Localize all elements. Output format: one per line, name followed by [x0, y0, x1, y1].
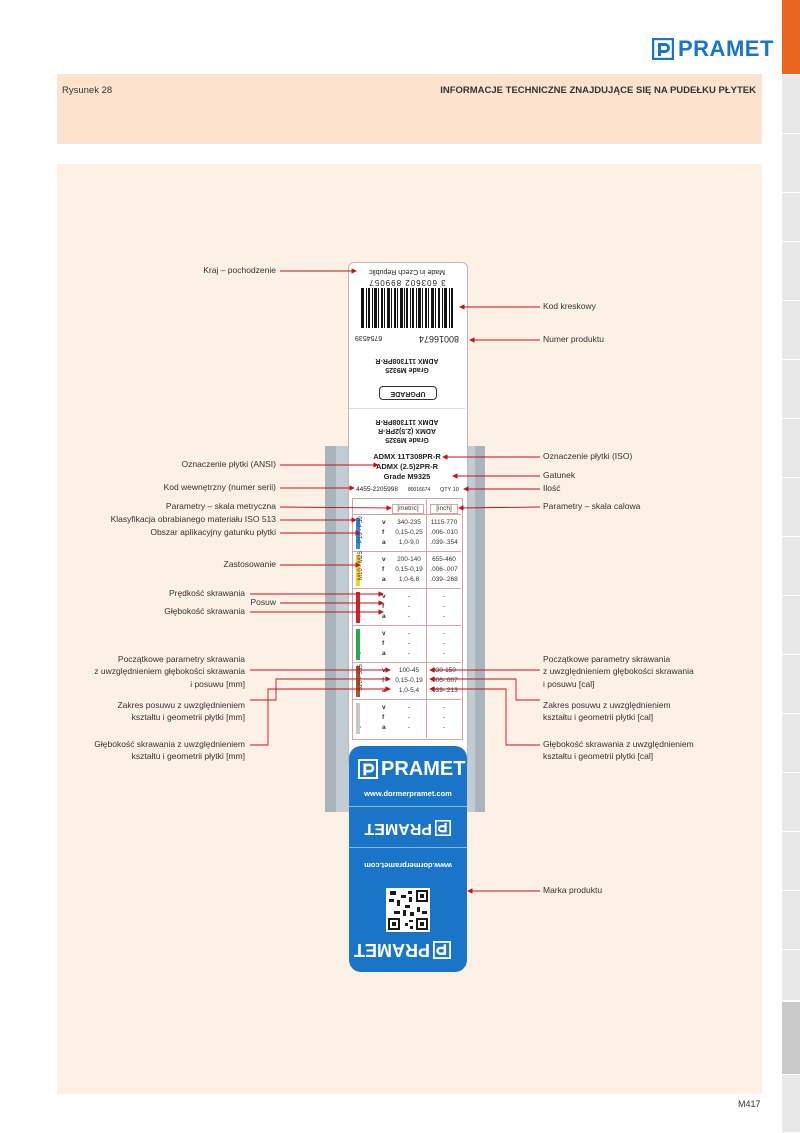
label-range-inch-2: kształtu i geometrii płytki [cal]	[543, 712, 654, 722]
param-symbol: a	[382, 576, 386, 583]
label-iso: Oznaczenie płytki (ISO)	[543, 451, 633, 461]
label-depth2-inch-1: Głębokość skrawania z uwzględnieniem	[543, 739, 694, 749]
label-range-inch-1: Zakres posuwu z uwzględnieniem	[543, 700, 671, 710]
panel-brand: PRAMET	[381, 757, 466, 780]
product-number: 80016674	[418, 334, 459, 344]
metric-value: 1,0-9,0	[398, 539, 420, 546]
iso-group: S20 - S35	[358, 663, 364, 691]
label-depth: Głębokość skrawania	[164, 606, 245, 616]
metric-value: -	[407, 650, 411, 657]
metric-value: -	[407, 630, 411, 637]
metric-value: -	[407, 603, 411, 610]
label-inch-params: Parametry – skala calowa	[543, 501, 641, 511]
label-metric-params: Parametry – skala metryczna	[165, 501, 276, 511]
metric-value: -	[407, 724, 411, 731]
made-in: Made in Czech Republic	[369, 268, 445, 275]
metric-value: -	[407, 613, 411, 620]
product-number-small: 6754539	[355, 334, 383, 341]
param-symbol: v	[382, 704, 386, 711]
brand-name: PRAMET	[678, 36, 774, 61]
inch-value: -	[442, 714, 446, 721]
param-symbol: f	[382, 603, 385, 610]
param-symbol: f	[382, 677, 385, 684]
metric-value: -	[407, 704, 411, 711]
inch-value: .039-.213	[430, 687, 458, 694]
param-symbol: v	[382, 593, 386, 600]
inch-value: .039-.354	[430, 539, 458, 546]
label-range-1: Zakres posuwu z uwzględnieniem	[117, 700, 245, 710]
grade-text-r2: Grade M9325	[385, 366, 429, 373]
label-qty: Ilość	[543, 483, 561, 493]
label-grade: Gatunek	[543, 470, 576, 480]
rotated-url: www.dormerpramet.com	[364, 861, 452, 870]
param-symbol: f	[382, 640, 385, 647]
col-metric-header: [metric]	[392, 504, 424, 514]
iso-code-r2: ADMX 11T308PR-R	[375, 357, 439, 364]
label-grade-area: Obszar aplikacyjny gatunku płytki	[150, 527, 276, 537]
label-product-number: Numer produktu	[543, 334, 604, 344]
metric-value: 200-140	[397, 556, 421, 563]
label-initial-1: Początkowe parametry skrawania	[117, 654, 245, 664]
metric-value: 1,0-6,8	[398, 576, 420, 583]
inch-value: 330-150	[432, 667, 456, 674]
metric-value: 0,15-0,19	[395, 677, 423, 684]
label-depth2-1: Głębokość skrawania z uwzględnieniem	[94, 739, 245, 749]
param-symbol: f	[382, 714, 385, 721]
label-country: Kraj – pochodzenie	[203, 265, 276, 275]
label-feed: Posuw	[250, 597, 276, 607]
label-depth2-2: kształtu i geometrii płytki [mm]	[131, 751, 245, 761]
metric-value: -	[407, 640, 411, 647]
inch-value: -	[442, 630, 446, 637]
param-symbol: f	[382, 529, 385, 536]
label-ansi: Oznaczenie płytki (ANSI)	[181, 459, 276, 469]
inch-value: -	[442, 613, 446, 620]
label-application: Zastosowanie	[223, 559, 276, 569]
ansi-code: ADMX (2.5)2PR-R	[375, 462, 439, 471]
label-cutting-speed: Prędkość skrawania	[168, 588, 245, 598]
inch-value: -	[442, 704, 446, 711]
label-initial-2: z uwzględnieniem głębokości skrawania	[94, 666, 245, 676]
iso-code-r: ADMX 11T308PR-R	[375, 418, 439, 425]
grade: Grade M9325	[383, 472, 431, 481]
rotated-brand: PRAMET	[354, 940, 430, 961]
iso-group: P10 - P30	[358, 515, 364, 543]
param-symbol: a	[382, 724, 386, 731]
param-symbol: v	[382, 667, 386, 674]
figure-number: Rysunek 28	[62, 85, 113, 96]
param-symbol: v	[382, 519, 386, 526]
label-depth2-inch-2: kształtu i geometrii płytki [cal]	[543, 751, 654, 761]
page-number: M417	[738, 1099, 761, 1109]
metric-value: -	[407, 593, 411, 600]
upgrade-logo: UPGRADE	[379, 386, 437, 400]
qty: QTY 10	[440, 487, 459, 493]
param-symbol: a	[382, 687, 386, 694]
metric-value: 0,15-0,19	[395, 566, 423, 573]
inch-value: -	[442, 650, 446, 657]
ansi-code-r: ADMX (2.5)2PR-R	[378, 427, 436, 434]
param-symbol: f	[382, 566, 385, 573]
iso-group: M10 - M25	[358, 550, 364, 580]
label-barcode: Kod kreskowy	[543, 301, 596, 311]
label-internal-code: Kod wewnętrzny (numer serii)	[163, 482, 276, 492]
inch-value: 1115-770	[430, 519, 458, 526]
inch-value: -	[442, 724, 446, 731]
inch-value: .039-.268	[430, 576, 458, 583]
inch-value: .006-.007	[430, 677, 458, 684]
inch-value: .006-.007	[430, 566, 458, 573]
param-symbol: a	[382, 650, 386, 657]
label-brand: Marka produktu	[543, 885, 603, 895]
label-initial-inch-3: i posuwu [cal]	[543, 679, 595, 689]
param-symbol: v	[382, 556, 386, 563]
panel-url: www.dormerpramet.com	[364, 789, 452, 798]
label-initial-inch-1: Początkowe parametry skrawania	[543, 654, 671, 664]
serial-small: 80016674	[408, 487, 431, 493]
metric-value: -	[407, 714, 411, 721]
param-symbol: a	[382, 613, 386, 620]
iso-group: -	[358, 651, 364, 654]
inch-value: -	[442, 593, 446, 600]
iso-group: -	[358, 614, 364, 617]
col-inch-header: [inch]	[430, 504, 458, 514]
label-range-2: kształtu i geometrii płytki [mm]	[131, 712, 245, 722]
barcode-digits: 3 603602 899057	[368, 278, 446, 287]
inch-value: 655-460	[432, 556, 456, 563]
serial: 4455-2205998	[356, 486, 398, 493]
inch-value: -	[442, 640, 446, 647]
metric-value: 100-45	[398, 667, 420, 674]
param-symbol: v	[382, 630, 386, 637]
iso-group: -	[358, 725, 364, 728]
param-symbol: a	[382, 539, 386, 546]
inch-value: .006-.010	[430, 529, 458, 536]
label-iso513: Klasyfikacja obrabianego materiału ISO 513	[110, 514, 276, 524]
page-title: INFORMACJE TECHNICZNE ZNAJDUJĄCE SIĘ NA PUDEŁKU PŁYTEK	[440, 85, 756, 96]
metric-value: 1,0-5,4	[398, 687, 420, 694]
metric-value: 0,15-0,25	[395, 529, 423, 536]
inch-value: -	[442, 603, 446, 610]
iso-code: ADMX 11T308PR-R	[373, 452, 441, 461]
metric-value: 340-235	[397, 519, 421, 526]
label-initial-inch-2: z uwzględnieniem głębokości skrawania	[543, 666, 694, 676]
grade-text-r: Grade M9325	[385, 436, 429, 443]
label-initial-3: i posuwu [mm]	[190, 679, 245, 689]
rotated-brand-2: PRAMET	[364, 820, 432, 837]
